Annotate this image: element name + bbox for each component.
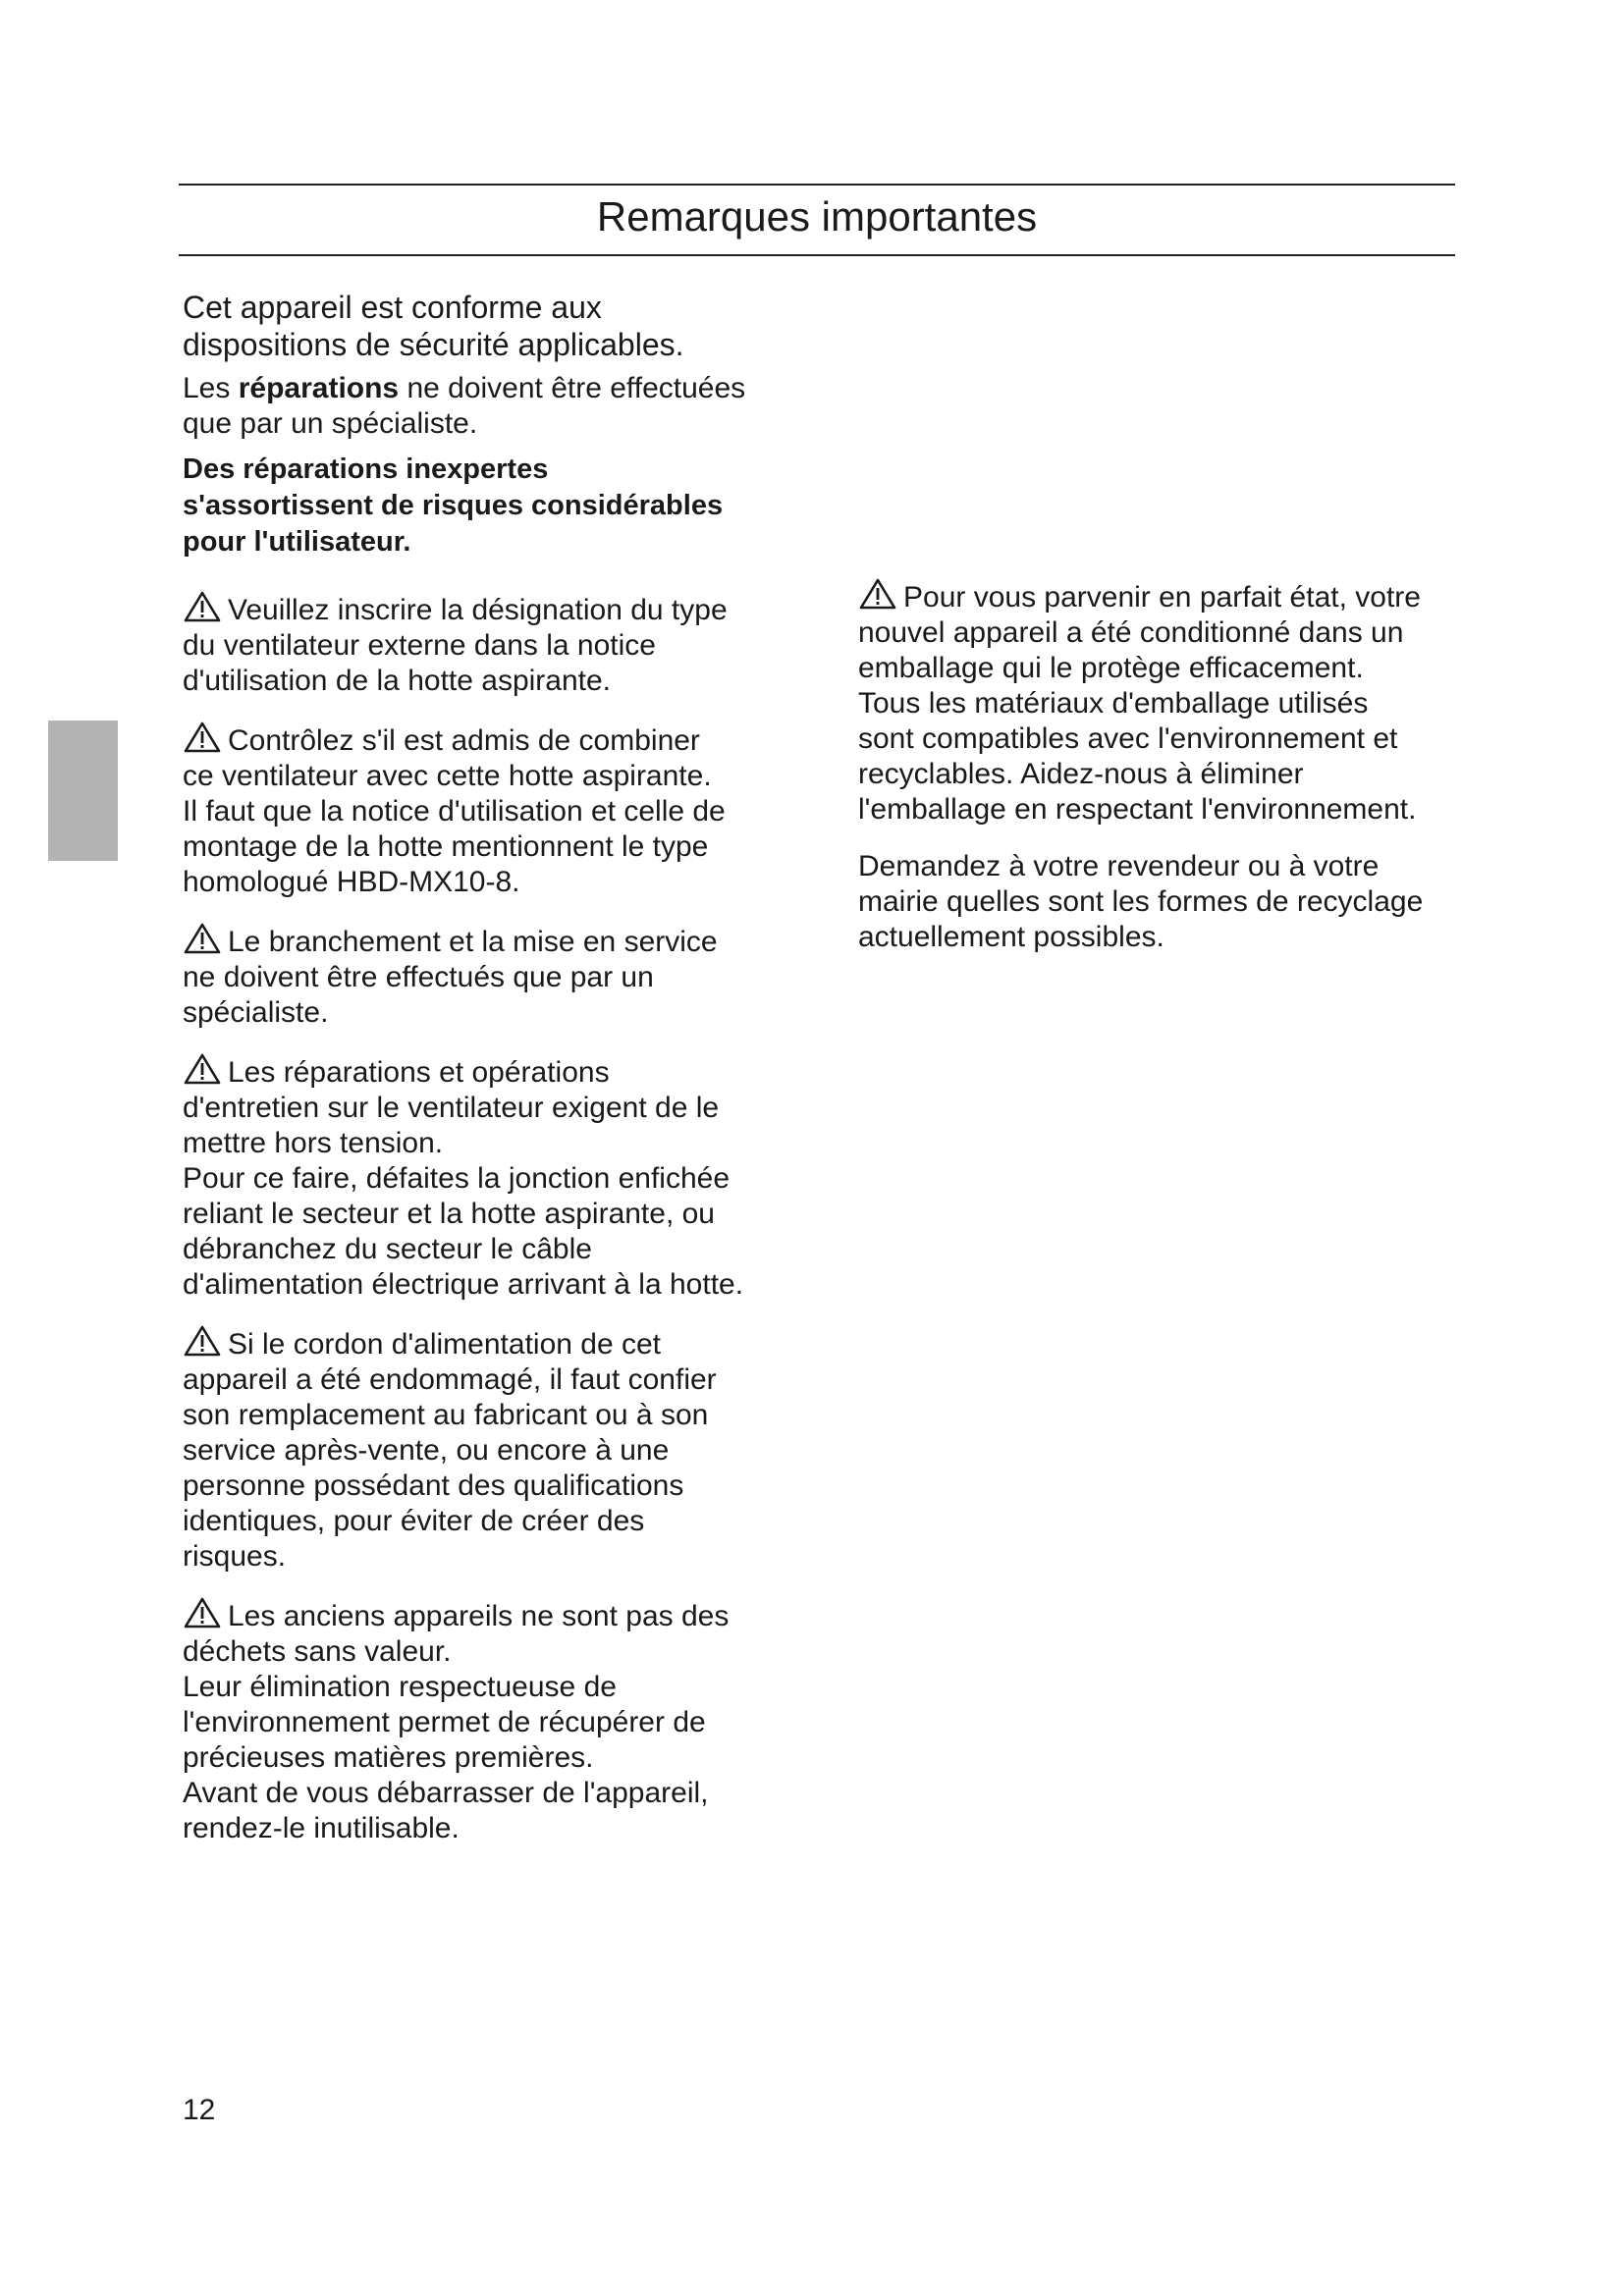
note-combination-check: Contrôlez s'il est admis de combiner ce ventilateur avec cette hotte aspirante. Il faut que la notice d'utilisation et celle de montage de la hotte mentionnent le type homologué HBD-MX10-8.	[183, 721, 782, 900]
warning-triangle-icon	[858, 577, 897, 611]
right-column	[858, 577, 1467, 955]
section-tab-marker	[48, 721, 118, 861]
warning-triangle-icon	[183, 721, 222, 754]
recycling-paragraph: Demandez à votre revendeur ou à votre mairie quelles sont les formes de recyclage actuellement possibles.	[858, 850, 1424, 953]
header-rule-bottom	[179, 254, 1455, 256]
warning-triangle-icon	[183, 922, 222, 955]
note-maintenance: Les réparations et opérations d'entretien sur le ventilateur exigent de le mettre hors tension. Pour ce faire, défaites la jonction enfichée reliant le secteur et la hotte aspirante, ou débranchez du secteur le câble d'alimentation électrique arrivant à la hotte.	[183, 1052, 782, 1303]
note-disposal: Les anciens appareils ne sont pas des déchets sans valeur. Leur élimination respectueuse de l'environnement permet de récupérer de précieuses matières premières. Avant de vous débarrasser de l'appareil, rendez-le inutilisable.	[183, 1596, 782, 1846]
repairs-emphasis: réparations	[238, 372, 400, 404]
note-power-cord: Si le cordon d'alimentation de cet appareil a été endommagé, il faut confier son remplacement au fabricant ou à son service après-vente, ou encore à une personne possédant des qualifications identiques, pour éviter de créer des risques.	[183, 1324, 782, 1575]
page-number: 12	[183, 2094, 216, 2126]
header-rule-top	[179, 184, 1455, 186]
left-column	[183, 289, 782, 1846]
note-fan-type: Veuillez inscrire la désignation du type du ventilateur externe dans la notice d'utilisation de la hotte aspirante.	[183, 590, 782, 699]
page-title: Remarques importantes	[596, 193, 1038, 240]
warning-triangle-icon	[183, 1052, 222, 1086]
note-connection: Le branchement et la mise en service ne doivent être effectués que par un spécialiste.	[183, 922, 782, 1031]
note-packaging: Pour vous parvenir en parfait état, votre nouvel appareil a été conditionné dans un emballage qui le protège efficacement. Tous les matériaux d'emballage utilisés sont compatibles avec l'environnement et recyclables. Aidez-nous à éliminer l'emballage en respectant l'environnement.	[858, 577, 1467, 828]
risk-warning-bold: Des réparations inexpertes s'assortissent de risques considérables pour l'utilisateur.	[183, 454, 724, 558]
warning-triangle-icon	[183, 590, 222, 623]
warning-triangle-icon	[183, 1324, 222, 1358]
conformity-paragraph: Cet appareil est conforme aux dispositions de sécurité applicables.	[183, 290, 684, 362]
warning-triangle-icon	[183, 1596, 222, 1629]
repairs-paragraph: Les réparations ne doivent être effectuées que par un spécialiste.	[183, 372, 746, 440]
